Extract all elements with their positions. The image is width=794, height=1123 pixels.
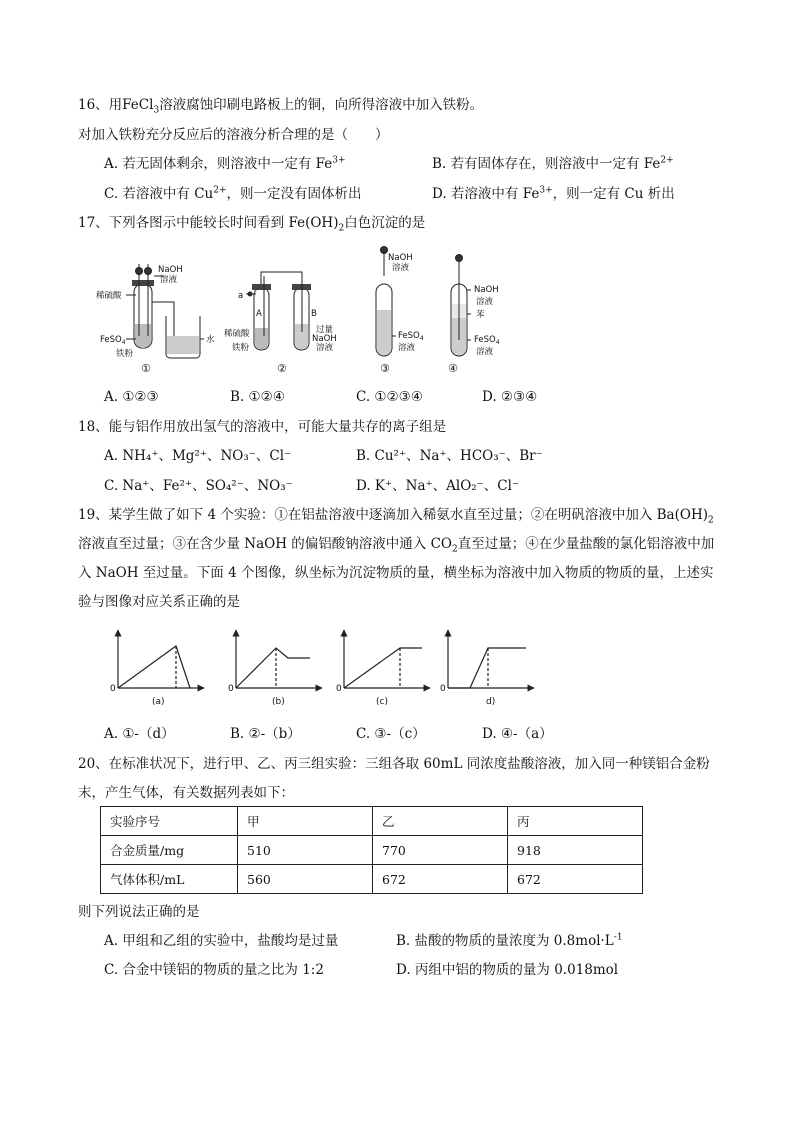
q16-stem-line2: 对加入铁粉充分反应后的溶液分析合理的是（ ） xyxy=(78,127,389,143)
q19-graph-b-label: (b) xyxy=(272,697,285,707)
q17-stem: 17、下列各图示中能较长时间看到 $Fe(OH)_2$白色沉淀的是 xyxy=(78,215,426,234)
q16-option-d: D. 若溶液中有 $Fe^{3+}$，则一定有 Cu 析出 xyxy=(432,185,675,202)
q17-fig1-water-label: 水 xyxy=(206,335,215,345)
q17-fig1-sol-label: 溶液 xyxy=(160,275,178,285)
table-cell: 560 xyxy=(238,865,373,894)
q17-fig3-number: ③ xyxy=(380,362,390,375)
q19-graph-a xyxy=(118,630,204,688)
q19-stem-line3: 入 NaOH 至过量。下面 4 个图像，纵坐标为沉淀物质的量，横坐标为溶液中加入物质的物质的量，上述实 xyxy=(78,565,714,581)
q19-stem-line2: 溶液直至过量；③在含少量 NaOH 的偏铝酸钠溶液中通入 $CO_2$直至过量；④在少量盐酸的氯化铝溶液中加 xyxy=(78,536,715,555)
q17-fig4-sol-label: 溶液 xyxy=(476,297,494,307)
table-header-cell: 实验序号 xyxy=(101,807,238,836)
table-cell: 918 xyxy=(508,836,643,865)
table-header-row xyxy=(101,807,643,836)
q18-option-d: D. K⁺、Na⁺、AlO₂⁻、Cl⁻ xyxy=(356,478,520,494)
q16-stem: 16、用FeCl$_3$溶液腐蚀印刷电路板上的铜，向所得溶液中加入铁粉。 xyxy=(78,97,484,116)
q19-option-a: A. ①-（d） xyxy=(104,726,175,742)
q17-fig4-naoh-label: NaOH xyxy=(474,285,499,295)
q20-stem-line2: 末，产生气体，有关数据列表如下： xyxy=(78,785,294,801)
q17-fig2-naoh-label: NaOH xyxy=(312,334,337,344)
q17-apparatus-figures xyxy=(96,244,536,380)
q19-graph-c xyxy=(344,630,430,688)
q16-option-b: B. 若有固体存在，则溶液中一定有 $Fe^{2+}$ xyxy=(432,155,674,172)
q18-option-b: B. Cu²⁺、Na⁺、HCO₃⁻、Br⁻ xyxy=(356,448,543,464)
q19-graph-c-label: (c) xyxy=(376,697,388,707)
q19-option-c: C. ③-（c） xyxy=(356,726,426,742)
q17-fig4-sol2-label: 溶液 xyxy=(476,347,494,357)
q19-graph-b xyxy=(236,630,322,688)
q17-fig1-naoh-label: NaOH xyxy=(158,265,183,275)
q17-fig3-sol2-label: 溶液 xyxy=(398,343,416,353)
q20-option-b: B. 盐酸的物质的量浓度为 $0.8mol\cdot L^{-1}$ xyxy=(396,932,623,949)
q17-fig2-acid-label: 稀硫酸 xyxy=(224,329,250,339)
q17-option-c: C. ①②③④ xyxy=(356,389,423,405)
q17-fig3-feso4-label: FeSO$_4$ xyxy=(398,331,424,342)
q17-fig2-excess-label: 过量 xyxy=(316,325,334,335)
q17-fig2-B-label: B xyxy=(311,309,317,319)
q17-option-a: A. ①②③ xyxy=(104,389,159,405)
q18-option-c: C. Na⁺、Fe²⁺、SO₄²⁻、NO₃⁻ xyxy=(104,478,293,494)
q18-option-a: A. NH₄⁺、Mg²⁺、NO₃⁻、Cl⁻ xyxy=(104,448,292,464)
q20-option-d: D. 丙组中铝的物质的量为 0.018mol xyxy=(396,962,619,978)
q19-graph-d-origin: 0 xyxy=(440,684,446,694)
q17-fig2-fe-label: 铁粉 xyxy=(232,343,250,353)
table-header-cell: 乙 xyxy=(373,807,508,836)
table-cell: 合金质量/mg xyxy=(101,836,238,865)
table-cell: 气体体积/mL xyxy=(101,865,238,894)
table-cell: 510 xyxy=(238,836,373,865)
q17-fig1-feso4-label: FeSO$_4$ xyxy=(100,335,126,346)
q17-fig2-a-label: a xyxy=(238,291,244,301)
q16-option-a: A. 若无固体剩余，则溶液中一定有 $Fe^{3+}$ xyxy=(104,155,346,172)
q19-stem-line1: 19、某学生做了如下 4 个实验：①在铝盐溶液中逐滴加入稀氨水直至过量；②在明矾溶液中加入 $Ba(OH)_2$ xyxy=(78,507,714,526)
q19-graph-a-label: (a) xyxy=(152,697,165,707)
q19-option-b: B. ②-（b） xyxy=(230,726,301,742)
q17-fig4-number: ④ xyxy=(448,362,458,375)
table-header-cell: 丙 xyxy=(508,807,643,836)
table-row xyxy=(101,836,643,865)
q20-stem-line3: 则下列说法正确的是 xyxy=(78,904,200,920)
q17-fig2-number: ② xyxy=(277,362,287,375)
q17-fig4-feso4-label: FeSO$_4$ xyxy=(474,335,500,346)
q17-fig4-benzene-label: 苯 xyxy=(476,310,485,320)
q19-graph-b-origin: 0 xyxy=(228,684,234,694)
table-cell: 770 xyxy=(373,836,508,865)
q17-fig2-sol-label: 溶液 xyxy=(316,343,334,353)
q17-fig1-acid-label: 稀硫酸 xyxy=(96,291,122,301)
q17-fig1-fepowder-label: 铁粉 xyxy=(116,349,134,359)
table-header-cell: 甲 xyxy=(238,807,373,836)
q17-fig4-apparatus xyxy=(451,254,467,356)
q17-fig3-sol-label: 溶液 xyxy=(392,263,410,273)
q17-fig2-A-label: A xyxy=(256,309,262,319)
q19-graph-a-origin: 0 xyxy=(110,684,116,694)
q20-option-c: C. 合金中镁铝的物质的量之比为 1:2 xyxy=(104,962,324,978)
q19-graph-d-label: d) xyxy=(486,697,496,707)
q17-option-b: B. ①②④ xyxy=(230,389,285,405)
table-cell: 672 xyxy=(508,865,643,894)
q20-stem-line1: 20、在标准状况下，进行甲、乙、丙三组实验：三组各取 60mL 同浓度盐酸溶液，加入同一种镁铝合金粉 xyxy=(78,756,710,772)
q16-option-c: C. 若溶液中有 $Cu^{2+}$，则一定没有固体析出 xyxy=(104,185,362,202)
q20-data-table xyxy=(100,806,643,894)
q18-stem: 18、能与铝作用放出氢气的溶液中，可能大量共存的离子组是 xyxy=(78,419,447,435)
table-row xyxy=(101,865,643,894)
q19-graphs xyxy=(104,624,544,710)
q17-fig1-number: ① xyxy=(141,362,151,375)
q19-graph-d xyxy=(448,630,534,688)
q19-graph-c-origin: 0 xyxy=(336,684,342,694)
q19-option-d: D. ④-（a） xyxy=(482,726,553,742)
q17-fig3-naoh-label: NaOH xyxy=(388,253,413,263)
table-cell: 672 xyxy=(373,865,508,894)
q20-option-a: A. 甲组和乙组的实验中，盐酸均是过量 xyxy=(104,933,339,949)
q17-option-d: D. ②③④ xyxy=(482,389,538,405)
q19-stem-line4: 验与图像对应关系正确的是 xyxy=(78,594,240,610)
